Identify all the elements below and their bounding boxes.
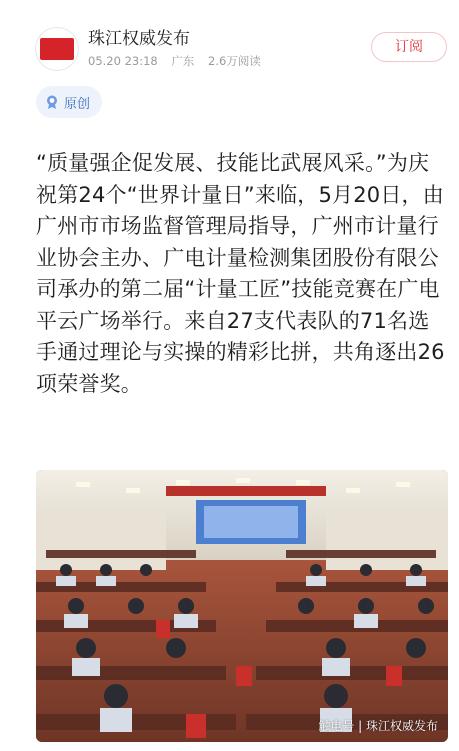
original-badge-icon [44, 94, 60, 110]
view-count: 2.6万阅读 [208, 54, 261, 68]
article-photo[interactable] [36, 470, 448, 742]
article-meta [88, 54, 271, 68]
article-body-text: “质量强企促发展、技能比武展风采。”为庆祝第24个“世界计量日”来临，5月20日，由广州市市场监督管理局指导，广州市计量行业协会主办、广电计量检测集团股份有限公司承办的第二届“计量工匠”技能竞赛在广电平云广场举行。来自27支代表队的71名选手通过理论与实操的精彩比拼，共角逐出26项荣誉奖。 [36, 151, 445, 396]
subscribe-button[interactable]: 订阅 [371, 32, 447, 62]
original-badge [36, 86, 102, 118]
account-avatar[interactable] [35, 27, 79, 71]
image-watermark: 触电号 | 珠江权威发布 [318, 719, 438, 733]
account-logo-icon [40, 38, 74, 60]
publish-location: 广东 [171, 54, 195, 68]
competition-hall-image [36, 470, 448, 742]
original-badge-label: 原创 [64, 96, 91, 112]
account-name[interactable]: 珠江权威发布 [88, 29, 190, 49]
publish-date: 05.20 23:18 [88, 54, 158, 68]
article-header [0, 0, 459, 80]
